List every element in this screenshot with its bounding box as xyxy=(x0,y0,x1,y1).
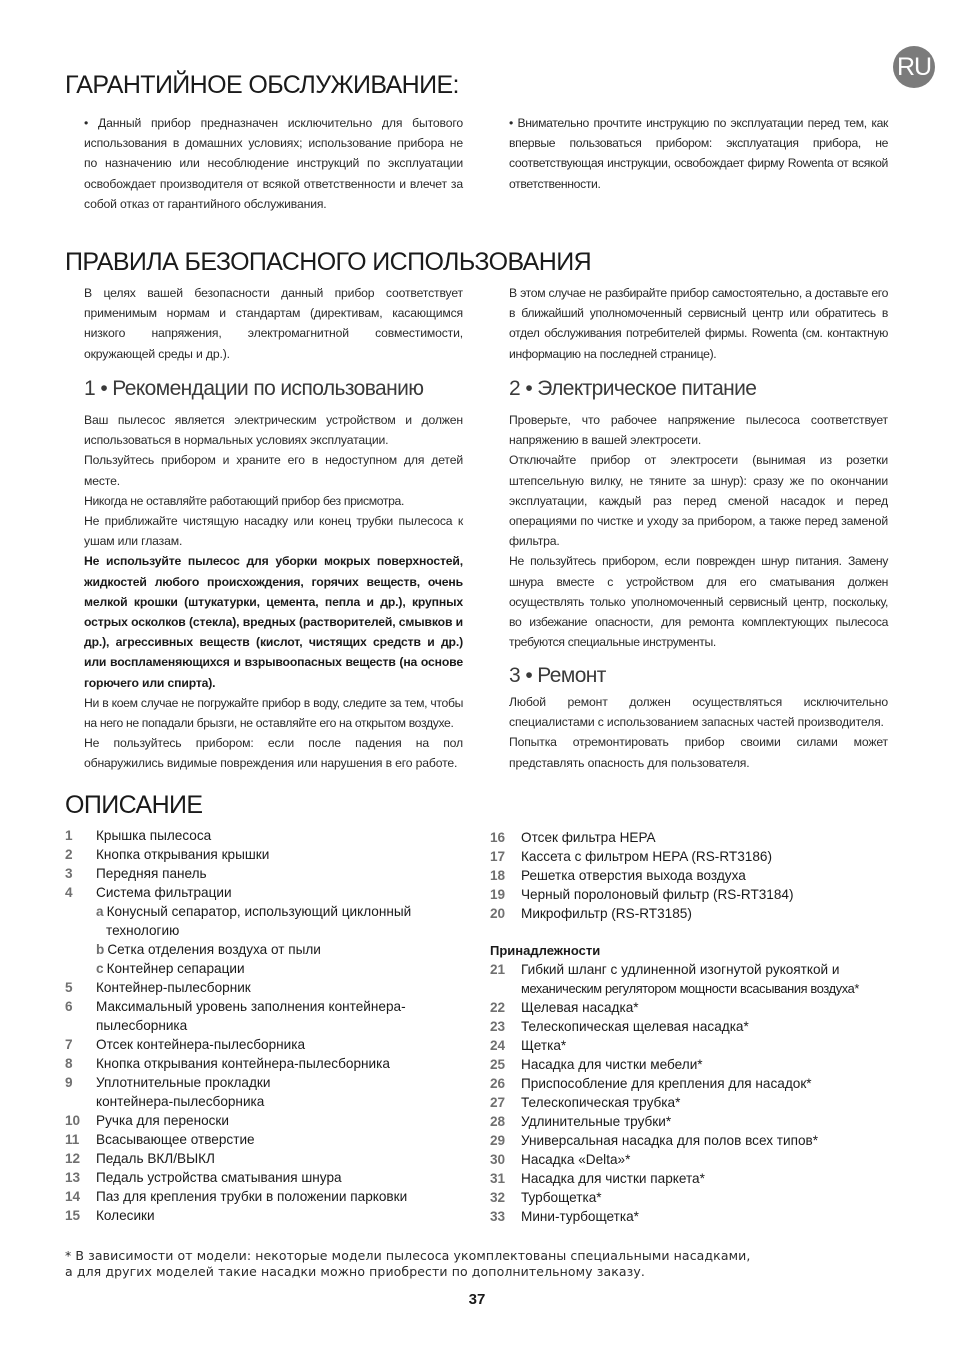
list-item xyxy=(490,1036,900,1055)
item-number: 15 xyxy=(65,1208,81,1223)
sub-item-label: Конусный сепаратор, использующий циклонный xyxy=(106,904,412,919)
list-item xyxy=(490,1207,900,1226)
list-item xyxy=(490,1112,900,1131)
item-number: 2 xyxy=(65,847,73,862)
list-item xyxy=(65,845,465,864)
list-item xyxy=(490,1093,900,1112)
item-label: Ручка для переноски xyxy=(96,1113,229,1128)
item-number: 31 xyxy=(490,1171,506,1186)
item-number: 4 xyxy=(65,885,73,900)
recommendations-paragraph: Никогда не оставляйте работающий прибор без присмотра. xyxy=(84,493,405,508)
list-item xyxy=(490,1169,900,1188)
recommendations-warning: Не используйте пылесос для уборки мокрых поверхностей, жидкостей любого происхождения, горячих веществ, очень мелкой крошки (штукатурки, цемента, пепла и др.), крупных острых осколков (стекла), вредных (растворителей, смывков и др.), агрессивных веществ (кислот, чистящих средств и др.) или воспламеняющихся и взрывоопасных веществ (на основе горючего или спирта). xyxy=(84,554,463,690)
item-number: 25 xyxy=(490,1057,506,1072)
item-label: Кнопка открывания крышки xyxy=(96,847,270,862)
item-number: 13 xyxy=(65,1170,81,1185)
power-paragraph: Отключайте прибор от электросети (вынимая из розетки штепсельную вилку, не тяните за шнур): сразу же по окончании эксплуатации, каждый раз перед сменой насадок и перед операциями по чистке и уходу за прибором, а также перед заменой фильтра. xyxy=(509,453,888,549)
item-number: 7 xyxy=(65,1037,73,1052)
list-item xyxy=(65,1054,465,1073)
footnote-line: а для других моделей такие насадки можно приобрести по дополнительному заказу. xyxy=(65,1264,645,1279)
list-item xyxy=(490,866,900,885)
sub-item-label-cont: технологию xyxy=(106,923,180,938)
list-item xyxy=(490,828,900,847)
list-item xyxy=(65,1111,465,1130)
list-item xyxy=(490,960,900,998)
list-item xyxy=(65,997,465,1035)
list-item xyxy=(65,1130,465,1149)
item-label: Контейнер-пылесборник xyxy=(96,980,251,995)
item-label: Педаль ВКЛ/ВЫКЛ xyxy=(96,1151,215,1166)
item-number: 19 xyxy=(490,887,506,902)
item-label: Приспособление для крепления для насадок* xyxy=(521,1076,812,1091)
sub-item xyxy=(65,959,465,978)
item-label: Универсальная насадка для полов всех типов* xyxy=(521,1133,819,1148)
list-item xyxy=(65,826,465,845)
description-heading: ОПИСАНИЕ xyxy=(65,791,203,819)
item-number: 9 xyxy=(65,1075,73,1090)
item-label: Крышка пылесоса xyxy=(96,828,212,843)
item-label: Турбощетка* xyxy=(521,1190,602,1205)
item-label: Мини-турбощетка* xyxy=(521,1209,639,1224)
item-number: 16 xyxy=(490,830,506,845)
item-number: 12 xyxy=(65,1151,81,1166)
recommendations-text xyxy=(84,410,463,774)
item-number: 30 xyxy=(490,1152,506,1167)
list-item xyxy=(65,1035,465,1054)
list-item xyxy=(65,1187,465,1206)
item-label: Кнопка открывания контейнера-пылесборника xyxy=(96,1056,390,1071)
item-label: Система фильтрации xyxy=(96,885,232,900)
item-number: 5 xyxy=(65,980,73,995)
list-item xyxy=(490,1131,900,1150)
item-label: Телескопическая щелевая насадка* xyxy=(521,1019,749,1034)
item-label: Черный поролоновый фильтр (RS-RT3184) xyxy=(521,887,794,902)
item-number: 1 xyxy=(65,828,73,843)
language-badge: RU xyxy=(893,46,935,88)
list-item xyxy=(65,864,465,883)
safety-right-paragraph: В этом случае не разбирайте прибор самостоятельно, а доставьте его в ближайший уполномоченный сервисный центр или обратитесь в отдел обслуживания потребителей фирмы. Rowenta (см. контактную информацию на последней странице). xyxy=(509,286,888,361)
list-item xyxy=(490,1150,900,1169)
item-number: 6 xyxy=(65,999,73,1014)
repair-paragraph: Любой ремонт должен осуществляться исключительно специалистами с использованием запасных частей производителя. xyxy=(509,695,888,730)
item-number: 8 xyxy=(65,1056,73,1071)
item-label: Паз для крепления трубки в положении парковки xyxy=(96,1189,408,1204)
list-item xyxy=(65,1168,465,1187)
item-number: 26 xyxy=(490,1076,506,1091)
safety-right-text xyxy=(509,283,888,364)
item-number: 21 xyxy=(490,962,506,977)
list-item xyxy=(65,1206,465,1225)
list-item xyxy=(65,978,465,997)
list-item xyxy=(490,998,900,1017)
item-number: 24 xyxy=(490,1038,506,1053)
item-label: Насадка для чистки мебели* xyxy=(521,1057,703,1072)
list-item xyxy=(490,904,900,923)
sub-item-letter: b xyxy=(96,942,105,957)
page-number: 37 xyxy=(468,1291,486,1308)
item-number: 32 xyxy=(490,1190,506,1205)
power-heading: 2 • Электрическое питание xyxy=(509,377,757,400)
power-text xyxy=(509,410,888,652)
item-label: Насадка «Delta»* xyxy=(521,1152,631,1167)
item-label: Микрофильтр (RS-RT3185) xyxy=(521,906,692,921)
item-label: Кассета с фильтром HEPA (RS-RT3186) xyxy=(521,849,772,864)
recommendations-paragraph: Ни в коем случае не погружайте прибор в воду, следите за тем, чтобы на него не попадали брызги, не оставляйте его на открытом воздухе. xyxy=(84,695,463,731)
item-label: Отсек контейнера-пылесборника xyxy=(96,1037,306,1052)
repair-paragraph: Попытка отремонтировать прибор своими силами может представлять опасность для пользователя. xyxy=(509,735,888,770)
item-label: Уплотнительные прокладки xyxy=(96,1075,271,1090)
item-label: Максимальный уровень заполнения контейнера- xyxy=(96,999,406,1014)
repair-heading: 3 • Ремонт xyxy=(509,664,606,687)
recommendations-paragraph: Не пользуйтесь прибором: если после падения на пол обнаружились видимые повреждения или нарушения в его работе. xyxy=(84,736,463,771)
repair-text xyxy=(509,692,888,773)
sub-item-label: Сетка отделения воздуха от пыли xyxy=(107,942,321,957)
item-number: 10 xyxy=(65,1113,81,1128)
accessories-heading: Принадлежности xyxy=(490,943,601,958)
sub-item-letter: a xyxy=(96,904,104,919)
warranty-left-paragraph: • Данный прибор предназначен исключительно для бытового использования в домашних условиях; использование прибора не по назначению или несоблюдение инструкций по эксплуатации освобождает производителя от всякой ответственности и влечет за собой отказ от гарантийного обслуживания. xyxy=(84,116,463,211)
item-number: 17 xyxy=(490,849,506,864)
item-label-cont: контейнера-пылесборника xyxy=(96,1094,265,1109)
footnote xyxy=(65,1248,750,1280)
recommendations-paragraph: Пользуйтесь прибором и храните его в недоступном для детей месте. xyxy=(84,453,463,488)
recommendations-paragraph: Ваш пылесос является электрическим устройством и должен использоваться в нормальных условиях эксплуатации. xyxy=(84,413,463,448)
warranty-right-paragraph: • Внимательно прочтите инструкцию по эксплуатации перед тем, как впервые пользоваться прибором: эксплуатация прибора, не соответствующая инструкции, освобождает фирму Rowenta от всякой ответственности. xyxy=(509,116,888,191)
item-label: Щетка* xyxy=(521,1038,567,1053)
item-number: 29 xyxy=(490,1133,506,1148)
item-number: 27 xyxy=(490,1095,506,1110)
recommendations-paragraph: Не приближайте чистящую насадку или конец трубки пылесоса к ушам или глазам. xyxy=(84,514,463,549)
item-number: 11 xyxy=(65,1132,80,1147)
item-label-cont: пылесборника xyxy=(96,1018,188,1033)
power-paragraph: Не пользуйтесь прибором, если поврежден шнур питания. Замену шнура вместе с устройством для его сматывания должен осуществлять только уполномоченный сервисный центр, поскольку, во избежание опасности, для ремонта комплектующих пылесоса требуются специальные инструменты. xyxy=(509,554,888,650)
warranty-left-text xyxy=(84,113,463,214)
sub-item xyxy=(65,902,465,940)
safety-left-paragraph: В целях вашей безопасности данный прибор соответствует применимым нормам и стандартам (директивам, касающимся низкого напряжения, электромагнитной совместимости, окружающей среды и др.). xyxy=(84,286,463,361)
item-label: Решетка отверстия выхода воздуха xyxy=(521,868,746,883)
item-number: 14 xyxy=(65,1189,81,1204)
item-number: 18 xyxy=(490,868,506,883)
item-label: Колесики xyxy=(96,1208,155,1223)
item-label: Передняя панель xyxy=(96,866,207,881)
footnote-line: * В зависимости от модели: некоторые модели пылесоса укомплектованы специальными насадками, xyxy=(65,1248,751,1263)
recommendations-heading: 1 • Рекомендации по использованию xyxy=(84,377,424,400)
item-number: 20 xyxy=(490,906,506,921)
sub-item-letter: c xyxy=(96,961,104,976)
parts-list-right xyxy=(490,828,900,1226)
item-label: Телескопическая трубка* xyxy=(521,1095,681,1110)
sub-item-label: Контейнер сепарации xyxy=(106,961,245,976)
item-label: Педаль устройства сматывания шнура xyxy=(96,1170,342,1185)
list-item xyxy=(490,847,900,866)
item-label: Отсек фильтра HEPA xyxy=(521,830,656,845)
sub-item xyxy=(65,940,465,959)
item-label-cont: механическим регулятором мощности всасывания воздуха* xyxy=(521,981,860,996)
item-label: Удлинительные трубки* xyxy=(521,1114,672,1129)
item-number: 28 xyxy=(490,1114,506,1129)
list-item xyxy=(490,885,900,904)
safety-heading: ПРАВИЛА БЕЗОПАСНОГО ИСПОЛЬЗОВАНИЯ xyxy=(65,248,592,276)
item-number: 3 xyxy=(65,866,73,881)
item-number: 22 xyxy=(490,1000,506,1015)
item-label: Насадка для чистки паркета* xyxy=(521,1171,705,1186)
list-item xyxy=(490,1188,900,1207)
item-number: 23 xyxy=(490,1019,506,1034)
warranty-right-text xyxy=(509,113,888,194)
list-item xyxy=(490,1017,900,1036)
list-item xyxy=(65,1149,465,1168)
list-item xyxy=(490,1055,900,1074)
warranty-heading: ГАРАНТИЙНОЕ ОБСЛУЖИВАНИЕ: xyxy=(65,71,459,99)
item-label: Гибкий шланг с удлиненной изогнутой рукояткой и xyxy=(521,962,840,977)
list-item xyxy=(65,1073,465,1111)
power-paragraph: Проверьте, что рабочее напряжение пылесоса соответствует напряжению в вашей электросети. xyxy=(509,413,888,448)
list-item xyxy=(65,883,465,902)
parts-list-left xyxy=(65,826,465,1225)
safety-left-text xyxy=(84,283,463,364)
list-item xyxy=(490,1074,900,1093)
item-label: Всасывающее отверстие xyxy=(96,1132,255,1147)
item-number: 33 xyxy=(490,1209,506,1224)
item-label: Щелевая насадка* xyxy=(521,1000,639,1015)
